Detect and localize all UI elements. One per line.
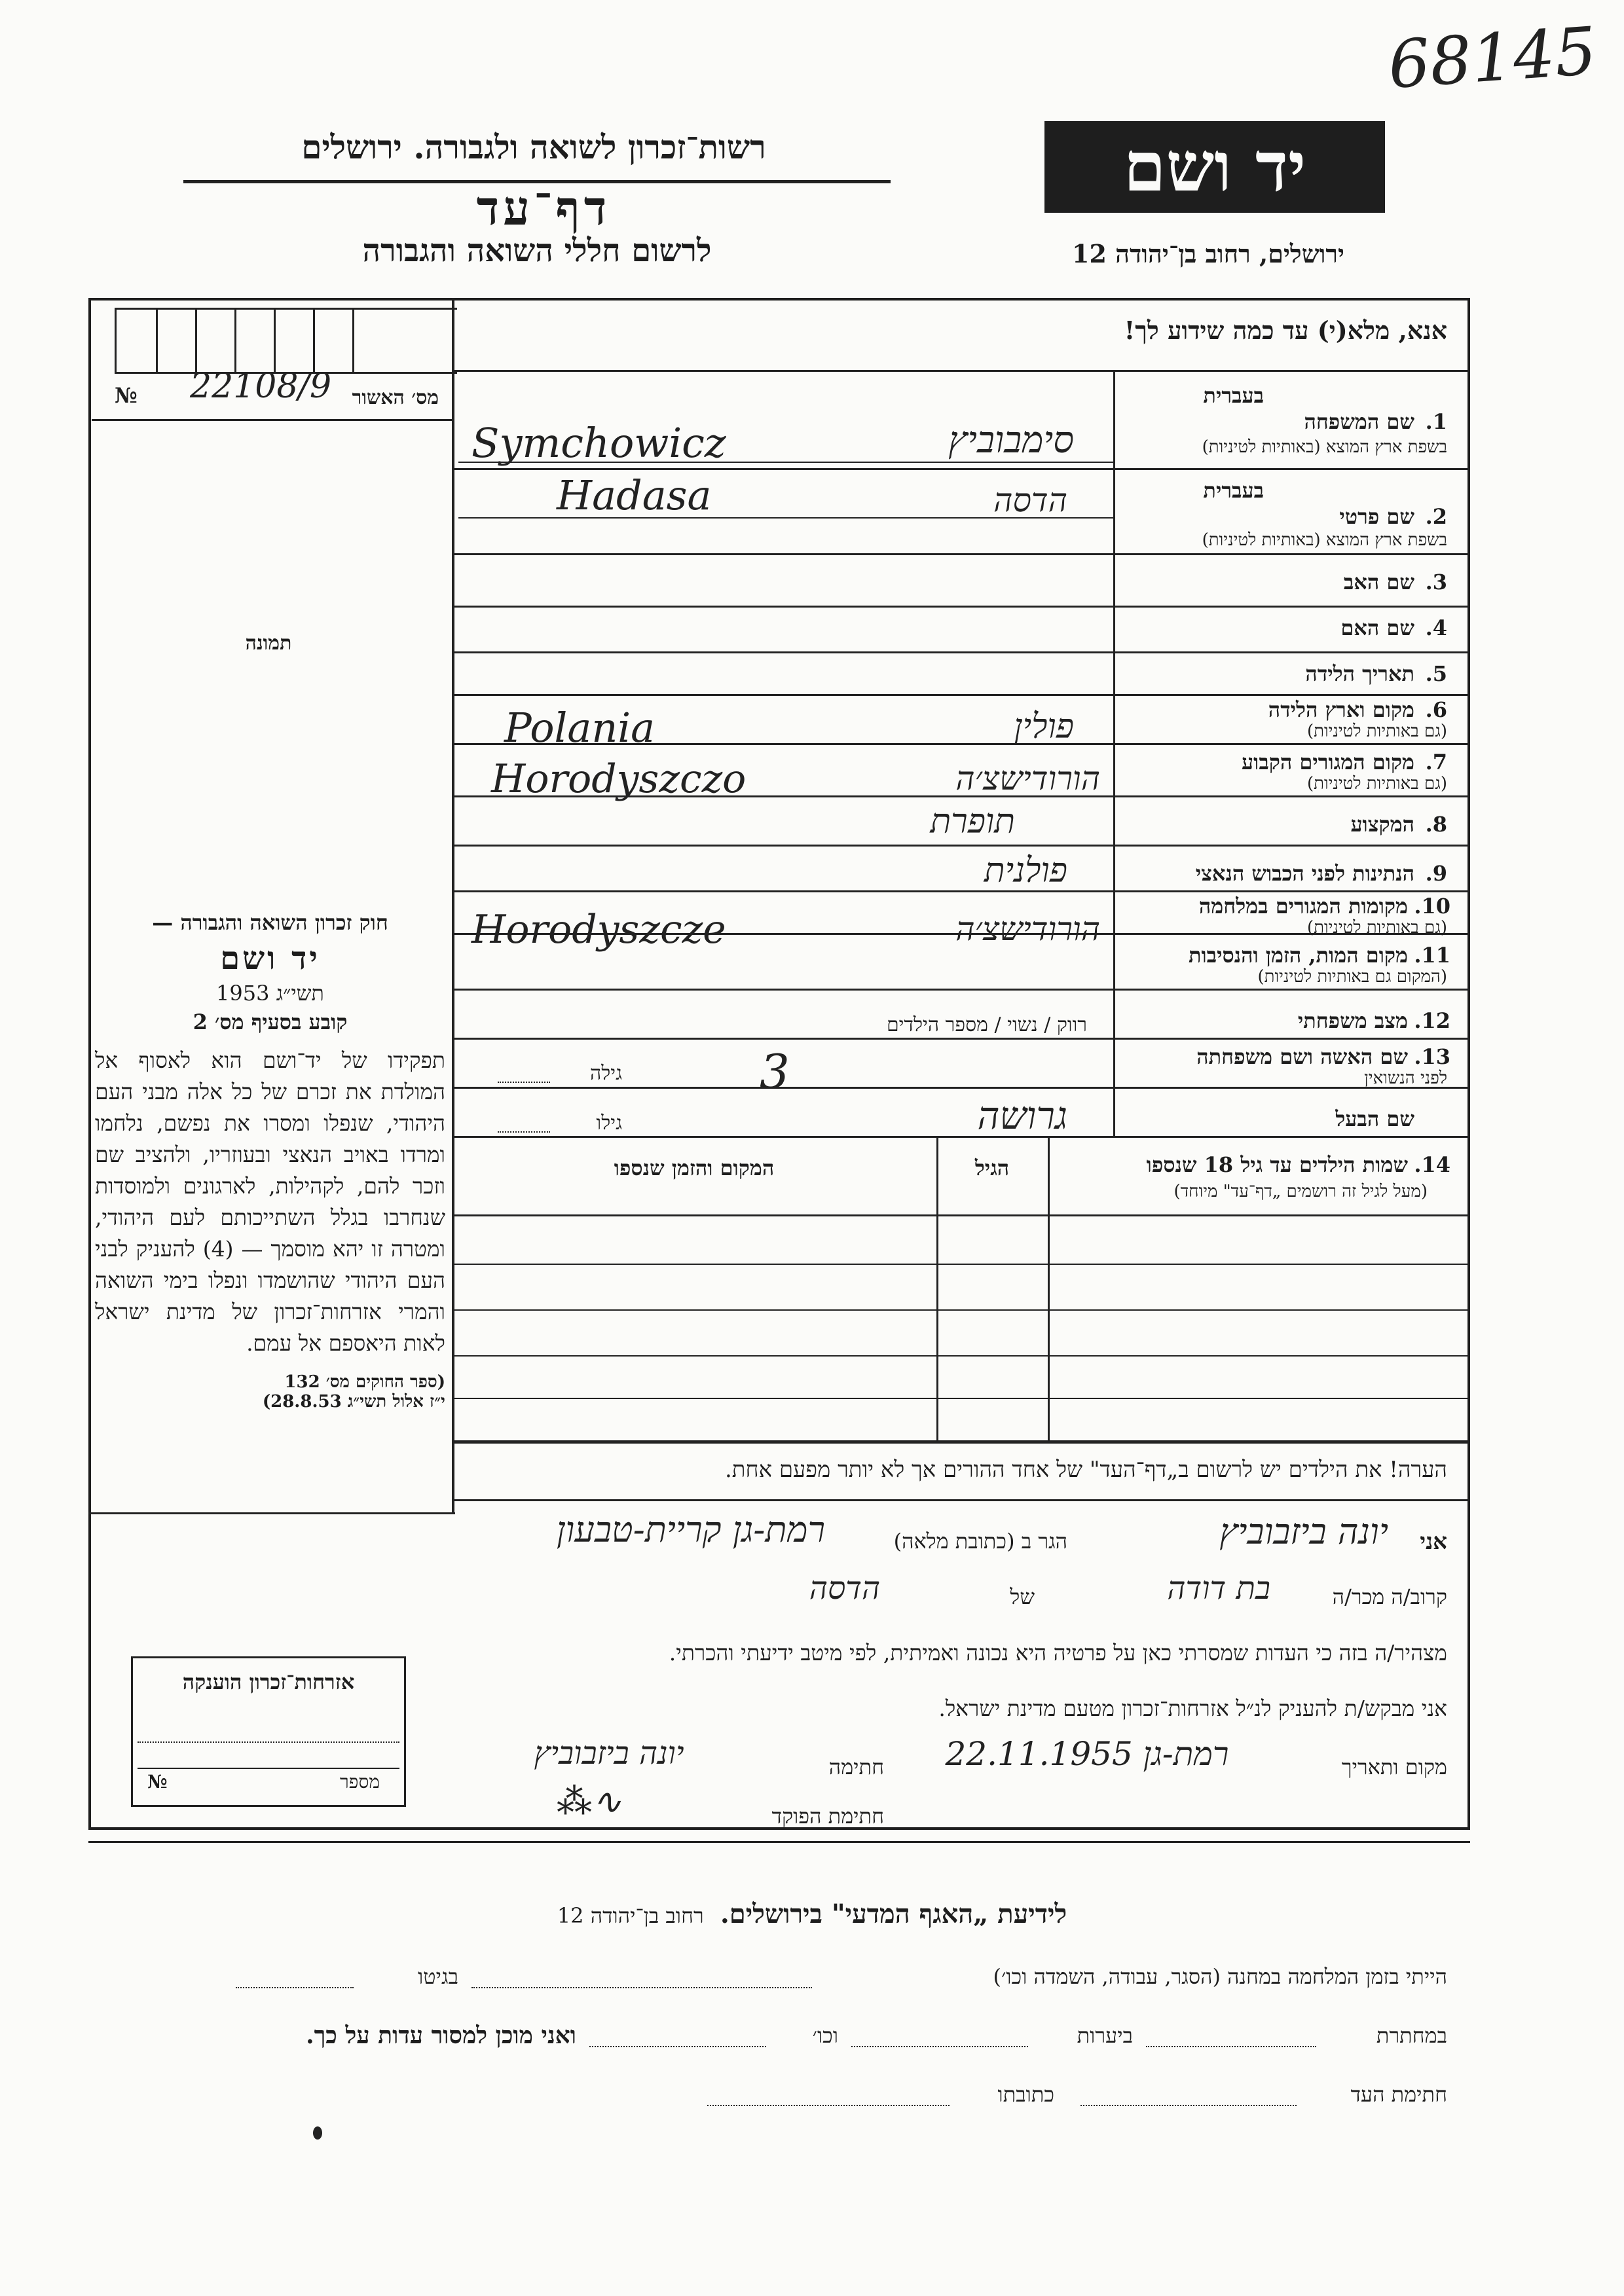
field-13-age-label: גילה xyxy=(589,1062,622,1085)
underground-label: במחתרת xyxy=(1376,2023,1447,2048)
law-name: יד ושם xyxy=(220,940,320,977)
children-note: הערה! את הילדים יש לרשום ב„דף־העד" של אחד ההורים אך לא יותר מפעם אחת. xyxy=(724,1457,1447,1483)
field-10-hebrew-value[interactable]: הורודישצ׳ה xyxy=(955,910,1100,948)
field-5-num: 5. xyxy=(1425,661,1447,686)
dept-title: לידיעת „האגף המדעי" בירושלים. xyxy=(720,1899,1067,1929)
photo-label: תמונה xyxy=(245,632,292,655)
field-2-lang: בעברית xyxy=(1203,478,1264,503)
field-11-label: מקום המות, הזמן והנסיבות xyxy=(1188,943,1408,968)
field-6-num: 6. xyxy=(1425,697,1447,722)
law-year: תשי״ג 1953 xyxy=(216,981,324,1006)
husband-value[interactable]: גרושה xyxy=(977,1093,1067,1138)
citizenship-title: אזרחות־זכרון הוענקה xyxy=(182,1669,355,1694)
field-2-num: 2. xyxy=(1425,504,1447,529)
dept-heading xyxy=(458,1899,1166,1929)
law-title: חוק זכרון השואה והגבורה — xyxy=(152,910,388,935)
ink-dot xyxy=(313,2126,322,2140)
dept-address: רחוב בן־יהודה 12 xyxy=(557,1903,704,1928)
field-1-lang: בעברית xyxy=(1203,383,1264,408)
field-10-label: מקומות המגורים במלחמה xyxy=(1198,894,1408,919)
citizenship-request: אני מבקש/ת להעניק לנ״ל אזרחות־זכרון מטעם מדינת ישראל. xyxy=(938,1696,1447,1721)
approval-number: 22108/9 xyxy=(190,367,332,406)
law-box xyxy=(95,910,445,1412)
field-13-num: 13. xyxy=(1414,1044,1450,1069)
field-6-sub: (גם באותיות לטיניות) xyxy=(1306,721,1447,741)
law-citation: (ספר החוקים מס׳ 132 xyxy=(284,1372,445,1392)
declarant-address[interactable]: רמת-גן קריית-טבעון xyxy=(556,1509,825,1550)
etc-label: וכו׳ xyxy=(812,2023,838,2048)
archive-number: 68145 xyxy=(1386,12,1599,103)
official-signature: ⁂∿ xyxy=(557,1781,622,1822)
field-5-label: תאריך הלידה xyxy=(1305,661,1414,686)
field-12-label: מצב משפחתי xyxy=(1297,1008,1408,1033)
field-11-sub: (המקום גם באותיות לטיניות) xyxy=(1257,967,1447,987)
law-citation-date: י״ז אלול תשי״ג 28.8.53) xyxy=(262,1392,445,1412)
form-subtitle: לרשום חללי השואה והגבורה xyxy=(362,232,712,269)
citizenship-number-label: מספר xyxy=(340,1771,380,1793)
approval-label: מס׳ האשור xyxy=(352,386,439,409)
address: ירושלים, רחוב בן־יהודה 12 xyxy=(1072,239,1344,268)
children-age-header: הגיל xyxy=(974,1156,1010,1180)
ghetto-label: בגיטו xyxy=(418,1964,458,1989)
field-9-label: הנתינות לפני הכבוש הנאצי xyxy=(1195,861,1414,886)
field-1-label: שם המשפחה xyxy=(1304,409,1414,434)
intro-instruction: אנא, מלא(י) עד כמה שידוע לך! xyxy=(1124,316,1447,345)
field-11-num: 11. xyxy=(1414,943,1450,968)
field-2-hebrew-value[interactable]: הדסה xyxy=(993,481,1067,519)
field-10-latin-value[interactable]: Horodyszcze xyxy=(471,907,726,953)
children-label: שמות הילדים עד גיל 18 שנספו xyxy=(1146,1152,1408,1177)
forests-label: ביערות xyxy=(1077,2023,1133,2048)
field-13-label: שם האשה ושם משפחתה xyxy=(1196,1044,1408,1069)
field-9-value[interactable]: פולנית xyxy=(984,851,1067,890)
field-4-num: 4. xyxy=(1425,615,1447,640)
place-date-value[interactable]: רמת-גן 22.11.1955 xyxy=(945,1735,1229,1773)
field-2-sub: בשפת ארץ המוצא (באותיות לטיניות) xyxy=(1202,530,1447,550)
field-8-label: המקצוע xyxy=(1350,812,1414,837)
field-1-sub: בשפת ארץ המוצא (באותיות לטיניות) xyxy=(1202,437,1447,457)
field-13-value[interactable]: 3 xyxy=(760,1044,790,1099)
signature-label: חתימה xyxy=(828,1755,884,1779)
of-label: של xyxy=(1010,1584,1035,1609)
field-3-num: 3. xyxy=(1425,570,1447,594)
field-8-num: 8. xyxy=(1425,812,1447,837)
field-7-label: מקום המגורים הקבוע xyxy=(1242,750,1414,774)
field-4-label: שם האם xyxy=(1340,615,1414,640)
field-7-hebrew-value[interactable]: הורודישצ׳ה xyxy=(955,759,1100,797)
field-7-latin-value[interactable]: Horodyszczo xyxy=(491,756,747,802)
witness-signature-label: חתימת העד xyxy=(1350,2082,1447,2107)
field-1-hebrew-value[interactable]: סימבוביץ xyxy=(948,419,1074,462)
field-1-num: 1. xyxy=(1425,409,1447,434)
field-9-num: 9. xyxy=(1425,861,1447,886)
husband-age-label: גילו xyxy=(596,1112,622,1135)
field-7-sub: (גם באותיות לטיניות) xyxy=(1306,774,1447,793)
place-date-label: מקום ותאריך xyxy=(1341,1755,1447,1779)
relation-value[interactable]: בת דודה xyxy=(1167,1570,1270,1607)
dept-line-1: הייתי בזמן המלחמה במחנה (הסגר, עבודה, השמדה וכו׳) xyxy=(993,1964,1447,1989)
field-2-latin-value[interactable]: Hadasa xyxy=(557,471,712,519)
field-6-hebrew-value[interactable]: פולין xyxy=(1014,707,1074,746)
field-8-value[interactable]: תופרת xyxy=(930,802,1015,841)
children-place-header: המקום והזמן שנספו xyxy=(614,1156,775,1180)
children-sub: (מעל לגיל זה רושמים „דף־עד" מיוחד) xyxy=(1173,1182,1428,1201)
field-10-num: 10. xyxy=(1414,894,1450,919)
ready-to-testify: ואני מוכן למסור עדות על כך. xyxy=(306,2022,576,2049)
law-text: תפקידו של יד־ושם הוא לאסוף אל המולדת את זכרם של כל אלה מבני העם היהודי, שנפלו ומסרו את נפשם, נלחמו ומרדו באויב הנאצי ובעוזריו, ולהציב שם וזכר להם, לקהילות, לארגונים ולמוסדות שנחרבו בגלל השתייכותם לעם היהודי, ומטרה זו יהא מוסמך — (4) להעניק לבני העם היהודי שהושמדו ונפלו בימי השואה והמרי אזרחות־זכרון של מדינת ישראל לאות היאספם אל עמם. xyxy=(95,1048,445,1356)
of-value[interactable]: הדסה xyxy=(809,1570,881,1607)
witness-address-label: כתובתו xyxy=(997,2082,1054,2107)
field-10-sub: (גם באותיות לטיניות) xyxy=(1306,918,1447,938)
husband-label: שם הבעל xyxy=(1335,1106,1414,1131)
residence-label: הגר ב (כתובת מלאה) xyxy=(893,1529,1067,1554)
declarant-signature[interactable]: יונה ביזבוביץ xyxy=(534,1735,684,1772)
authority-title: רשות־זכרון לשואה ולגבורה. ירושלים xyxy=(301,128,766,166)
official-signature-label: חתימת הפוקד xyxy=(771,1804,884,1829)
field-13-sub: לפני הנשואין xyxy=(1364,1068,1447,1088)
declarant-name[interactable]: יונה ביזבוביץ xyxy=(1219,1511,1388,1552)
field-6-latin-value[interactable]: Polania xyxy=(504,704,655,752)
field-12-options: רווק / נשוי / מספר הילדים xyxy=(886,1013,1087,1036)
field-12-num: 12. xyxy=(1414,1008,1450,1033)
frame-bottom-double xyxy=(88,1841,1470,1843)
field-6-label: מקום וארץ הלידה xyxy=(1268,697,1414,722)
field-2-label: שם פרטי xyxy=(1339,504,1414,529)
punch-card-boxes xyxy=(115,308,457,374)
declaration-i: אני xyxy=(1420,1529,1447,1555)
relative-label: קרוב/ה מכר/ה xyxy=(1332,1584,1447,1609)
law-section: קובע בסעיף מס׳ 2 xyxy=(193,1010,348,1034)
yad-vashem-logo: יד ושם xyxy=(1044,121,1385,213)
field-7-num: 7. xyxy=(1425,750,1447,774)
field-3-label: שם האב xyxy=(1343,570,1414,594)
citizenship-no-symbol: № xyxy=(147,1771,168,1793)
children-num: 14. xyxy=(1414,1152,1450,1177)
left-col-divider xyxy=(452,298,454,1512)
label-col-divider xyxy=(1113,370,1115,1136)
approval-no-symbol: № xyxy=(115,383,138,408)
form-title: דף־עד xyxy=(476,180,611,236)
field-1-latin-value[interactable]: Symchowicz xyxy=(471,419,726,467)
declaration-text: מצהיר/ה בזה כי העדות שמסרתי כאן על פרטיה היא נכונה ואמיתית, לפי מיטב ידיעתי והכרתי. xyxy=(669,1640,1447,1666)
